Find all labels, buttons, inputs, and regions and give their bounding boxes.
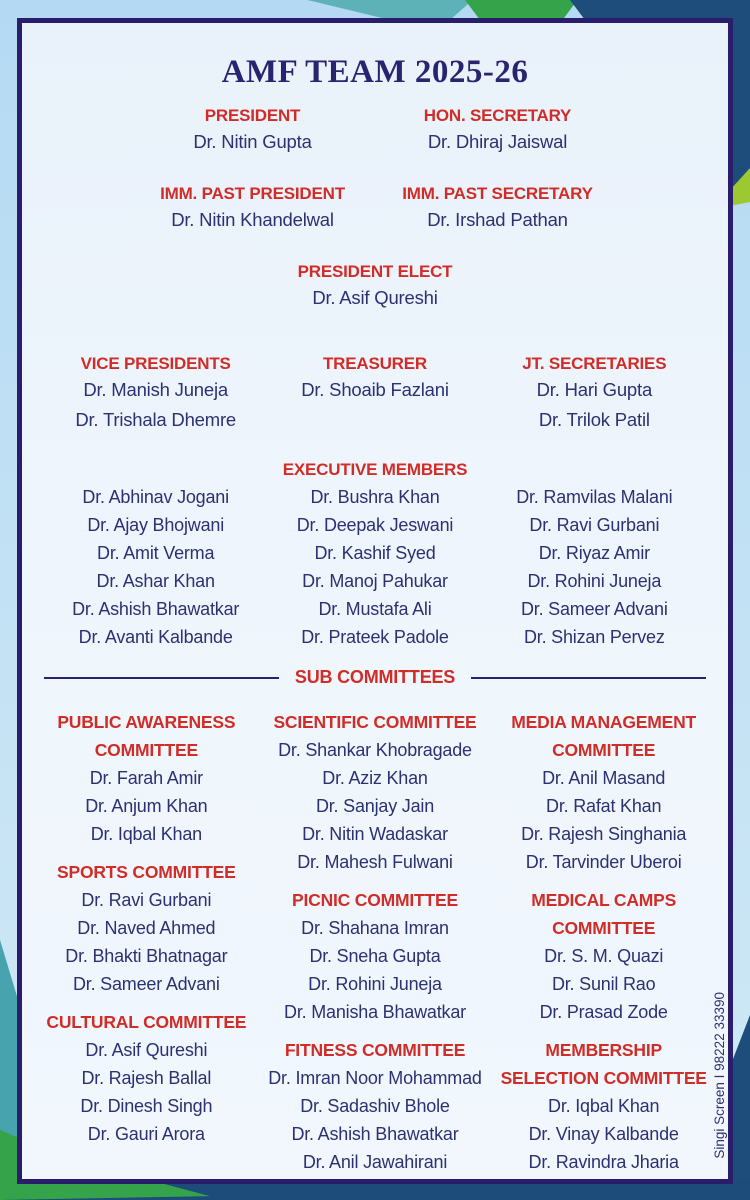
committee-member: Dr. Naved Ahmed	[77, 918, 216, 938]
committee-member: Dr. Sneha Gupta	[309, 946, 441, 966]
committee-member: Dr. Ashish Bhawatkar	[291, 1124, 459, 1144]
committee-title: SPORTS COMMITTEE	[57, 862, 236, 882]
sports-committee	[32, 858, 261, 998]
media-management-committee	[489, 708, 718, 876]
jt-secretary-name: Dr. Hari Gupta	[536, 379, 653, 400]
committee-member: Dr. Farah Amir	[89, 768, 203, 788]
page-title: AMF TEAM 2025-26	[221, 54, 529, 90]
committee-member: Dr. Dinesh Singh	[80, 1096, 213, 1116]
committee-member: Dr. Prasad Zode	[539, 1002, 668, 1022]
imm-past-secretary-name: Dr. Irshad Pathan	[427, 209, 568, 230]
executive-member: Dr. Abhinav Jogani	[82, 487, 229, 507]
sub-committees-heading: SUB COMMITTEES	[294, 667, 456, 687]
sub-committees-divider	[22, 667, 728, 688]
scientific-committee	[261, 708, 490, 876]
committee-member: Dr. Sanjay Jain	[315, 796, 435, 816]
committee-member: Dr. Ravi Gurbani	[81, 890, 212, 910]
divider-line-left	[44, 677, 279, 679]
committee-member: Dr. Vinay Kalbande	[528, 1124, 679, 1144]
fitness-committee	[261, 1036, 490, 1176]
committee-member: Dr. Rafat Khan	[546, 796, 662, 816]
officers-row-1	[22, 105, 728, 157]
officer-imm-past-secretary	[375, 183, 620, 235]
committee-title: SELECTION COMMITTEE	[500, 1068, 707, 1088]
committee-title: COMMITTEE	[94, 740, 198, 760]
committee-member: Dr. Sameer Advani	[72, 974, 220, 994]
executive-member: Dr. Ramvilas Malani	[516, 487, 673, 507]
committee-member: Dr. Nitin Wadaskar	[302, 824, 448, 844]
committee-member: Dr. S. M. Quazi	[544, 946, 664, 966]
officer-treasurer	[265, 353, 484, 435]
executive-members-column-1	[46, 483, 265, 651]
decor-navy-strip-right	[730, 0, 750, 195]
executive-member: Dr. Amit Verma	[97, 543, 215, 563]
committee-member: Dr. Tarvinder Uberoi	[525, 852, 682, 872]
imm-past-secretary-heading: IMM. PAST SECRETARY	[402, 184, 593, 203]
committees-column-1	[32, 708, 261, 1158]
president-elect-name: Dr. Asif Qureshi	[312, 287, 438, 308]
membership-selection-committee	[489, 1036, 718, 1176]
president-elect-heading: PRESIDENT ELECT	[297, 262, 453, 281]
committee-member: Dr. Imran Noor Mohammad	[268, 1068, 482, 1088]
committee-title: MEDICAL CAMPS	[531, 890, 677, 910]
committee-title: PICNIC COMMITTEE	[292, 890, 458, 910]
committee-member: Dr. Rajesh Singhania	[521, 824, 687, 844]
treasurer-name: Dr. Shoaib Fazlani	[301, 379, 449, 400]
executive-member: Dr. Manoj Pahukar	[302, 571, 448, 591]
officer-imm-past-president	[130, 183, 375, 235]
committee-title: COMMITTEE	[552, 918, 656, 938]
medical-camps-committee	[489, 886, 718, 1026]
committee-title: PUBLIC AWARENESS	[57, 712, 236, 732]
treasurer-heading: TREASURER	[322, 354, 427, 373]
committee-title: SCIENTIFIC COMMITTEE	[273, 712, 477, 732]
committee-member: Dr. Iqbal Khan	[90, 824, 202, 844]
committee-member: Dr. Anjum Khan	[85, 796, 208, 816]
decor-navy-shape-bottom-right	[730, 1015, 750, 1200]
officers-row-2	[22, 183, 728, 235]
committee-member: Dr. Ravindra Jharia	[528, 1152, 679, 1172]
cultural-committee	[32, 1008, 261, 1148]
vice-presidents-heading: VICE PRESIDENTS	[80, 354, 231, 373]
public-awareness-committee	[32, 708, 261, 848]
executive-member: Dr. Ashar Khan	[96, 571, 215, 591]
committee-member: Dr. Sunil Rao	[551, 974, 656, 994]
executive-member: Dr. Prateek Padole	[301, 627, 449, 647]
executive-member: Dr. Rohini Juneja	[527, 571, 662, 591]
vice-president-name: Dr. Trishala Dhemre	[75, 409, 237, 430]
committee-member: Dr. Gauri Arora	[87, 1124, 205, 1144]
officer-vice-presidents	[46, 353, 265, 435]
executive-member: Dr. Kashif Syed	[314, 543, 436, 563]
executive-member: Dr. Shizan Pervez	[523, 627, 665, 647]
committees-column-3	[489, 708, 718, 1186]
executive-member: Dr. Ajay Bhojwani	[87, 515, 224, 535]
committee-title: COMMITTEE	[552, 740, 656, 760]
president-heading: PRESIDENT	[204, 106, 301, 125]
executive-members-column-3	[485, 483, 704, 651]
executive-member: Dr. Sameer Advani	[520, 599, 668, 619]
committee-title: MEDIA MANAGEMENT	[511, 712, 697, 732]
officer-hon-secretary	[375, 105, 620, 157]
vice-president-name: Dr. Manish Juneja	[83, 379, 228, 400]
committee-member: Dr. Asif Qureshi	[85, 1040, 208, 1060]
committee-title: FITNESS COMMITTEE	[284, 1040, 466, 1060]
committee-member: Dr. Aziz Khan	[322, 768, 428, 788]
committee-member: Dr. Anil Jawahirani	[302, 1152, 448, 1172]
executive-members-grid	[22, 483, 728, 651]
hon-secretary-heading: HON. SECRETARY	[423, 106, 572, 125]
committee-member: Dr. Shahana Imran	[301, 918, 449, 938]
committee-title: CULTURAL COMMITTEE	[46, 1012, 247, 1032]
officer-president-elect	[22, 261, 728, 313]
committee-member: Dr. Shankar Khobragade	[278, 740, 472, 760]
executive-member: Dr. Avanti Kalbande	[78, 627, 233, 647]
committee-member: Dr. Iqbal Khan	[548, 1096, 660, 1116]
jt-secretaries-heading: JT. SECRETARIES	[522, 354, 667, 373]
executive-members-column-2	[265, 483, 484, 651]
team-card-content	[22, 23, 728, 1179]
divider-line-right	[471, 677, 706, 679]
sub-committees-grid	[22, 708, 728, 1186]
officers-row-3	[22, 353, 728, 435]
team-card	[17, 18, 733, 1184]
executive-member: Dr. Riyaz Amir	[538, 543, 650, 563]
president-name: Dr. Nitin Gupta	[193, 131, 312, 152]
executive-member: Dr. Mustafa Ali	[318, 599, 432, 619]
imm-past-president-heading: IMM. PAST PRESIDENT	[160, 184, 345, 203]
committee-member: Dr. Anil Masand	[542, 768, 666, 788]
printer-credit-vertical-text: Singi Screen I 98222 33390	[712, 992, 727, 1159]
imm-past-president-name: Dr. Nitin Khandelwal	[171, 209, 334, 230]
hon-secretary-name: Dr. Dhiraj Jaiswal	[427, 131, 568, 152]
committee-member: Dr. Manisha Bhawatkar	[284, 1002, 466, 1022]
executive-members-section	[22, 459, 728, 651]
committee-member: Dr. Sadashiv Bhole	[300, 1096, 450, 1116]
jt-secretary-name: Dr. Trilok Patil	[538, 409, 650, 430]
executive-member: Dr. Bushra Khan	[310, 487, 440, 507]
executive-members-heading: EXECUTIVE MEMBERS	[282, 460, 468, 479]
committee-title: MEMBERSHIP	[545, 1040, 662, 1060]
picnic-committee	[261, 886, 490, 1026]
committee-member: Dr. Mahesh Fulwani	[297, 852, 453, 872]
officer-jt-secretaries	[485, 353, 704, 435]
officer-president	[130, 105, 375, 157]
committee-member: Dr. Bhakti Bhatnagar	[65, 946, 228, 966]
committees-column-2	[261, 708, 490, 1186]
executive-member: Dr. Ravi Gurbani	[529, 515, 660, 535]
executive-member: Dr. Ashish Bhawatkar	[72, 599, 240, 619]
committee-member: Dr. Rohini Juneja	[308, 974, 442, 994]
executive-member: Dr. Deepak Jeswani	[296, 515, 454, 535]
committee-member: Dr. Rajesh Ballal	[81, 1068, 212, 1088]
